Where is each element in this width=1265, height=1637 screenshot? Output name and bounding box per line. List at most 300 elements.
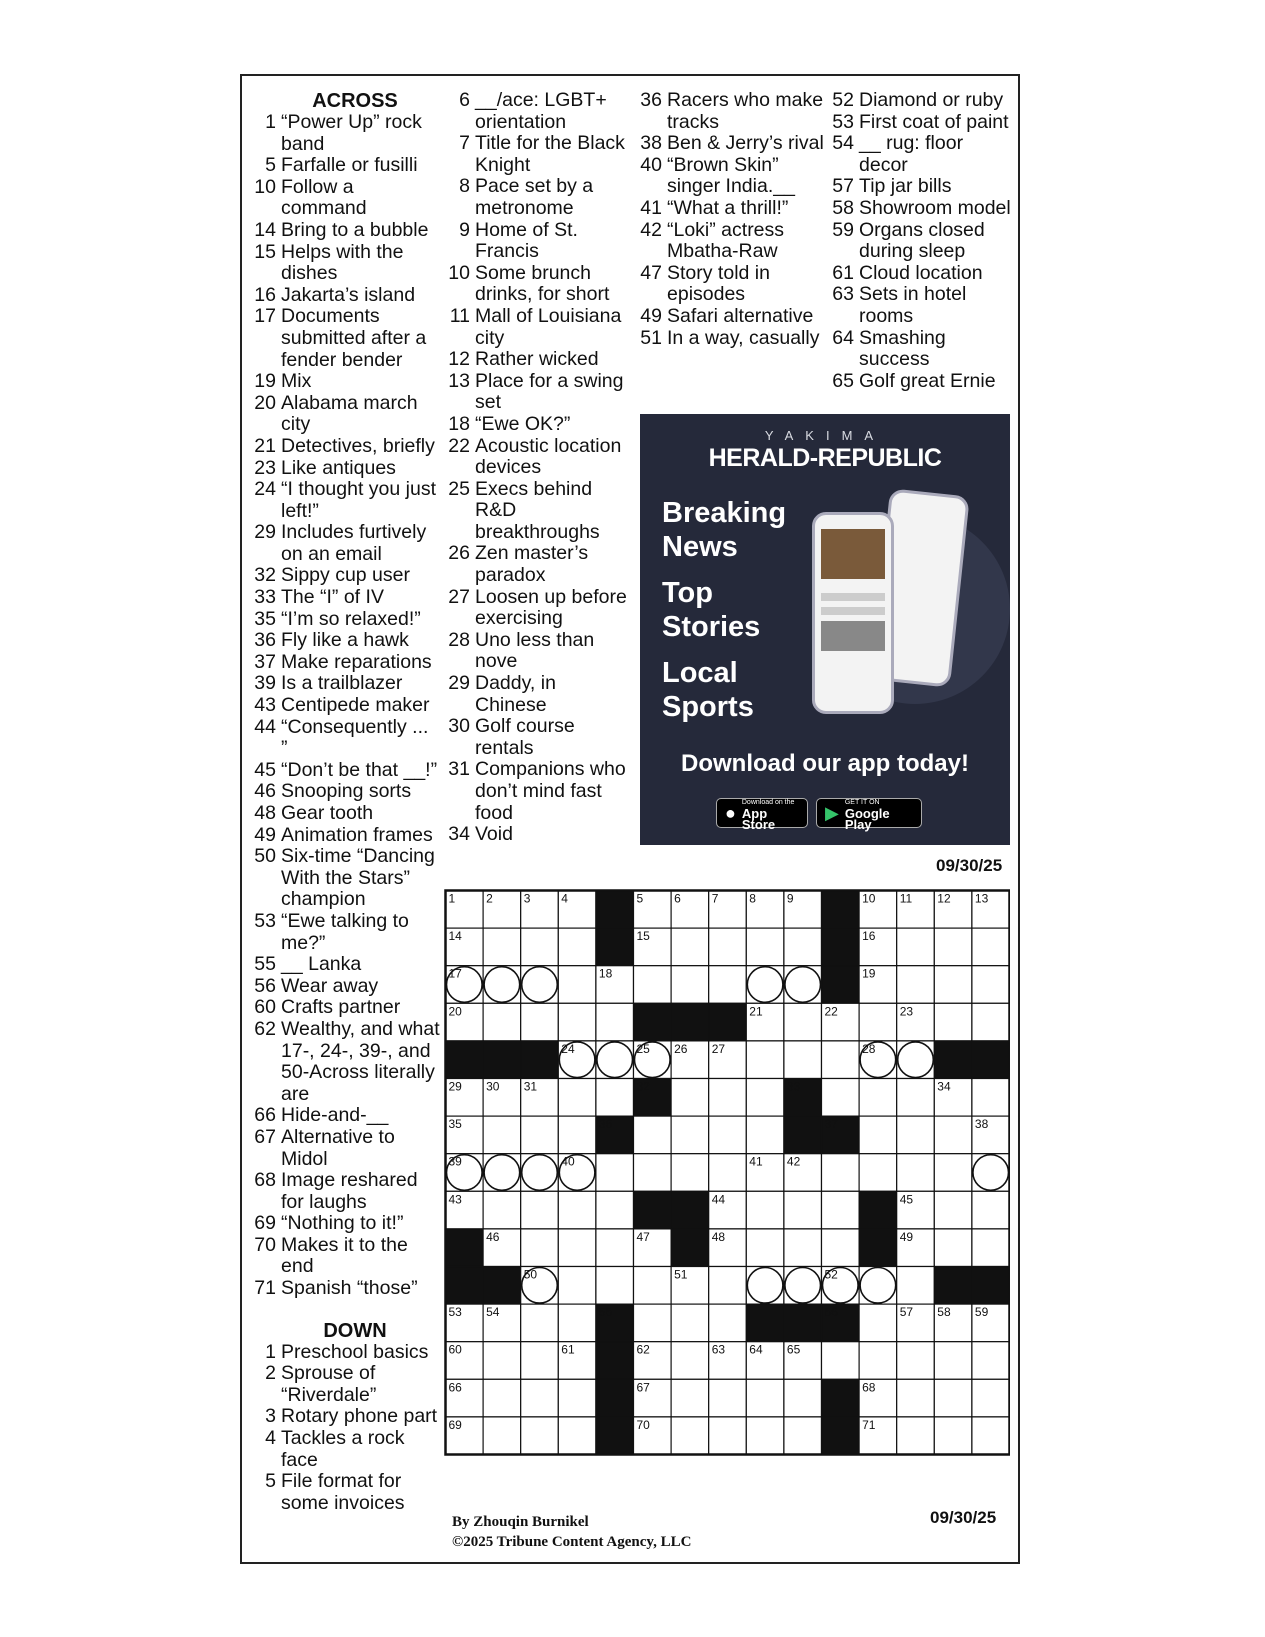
grid-cell[interactable] [859, 1267, 897, 1305]
grid-cell[interactable] [784, 966, 822, 1004]
grid-cell[interactable] [483, 928, 521, 966]
grid-cell[interactable] [521, 1417, 559, 1455]
clue-text: Racers who make tracks [667, 89, 824, 133]
app-advertisement[interactable] [640, 414, 1010, 845]
grid-cell[interactable] [934, 1003, 972, 1041]
grid-cell[interactable] [822, 1154, 860, 1192]
clue-number: 13 [448, 369, 470, 392]
clue-number: 59 [832, 218, 854, 241]
grid-cell[interactable] [671, 1417, 709, 1455]
apple-icon: ● [725, 802, 736, 823]
clue-text: Animation frames [281, 823, 433, 846]
clue-number: 4 [265, 1427, 276, 1450]
grid-cell[interactable] [634, 1116, 672, 1154]
grid-cell-number: 11 [899, 891, 913, 906]
across-clue [250, 285, 440, 307]
grid-cell-number: 1 [448, 891, 456, 906]
clue-number: 55 [254, 953, 276, 976]
grid-cell[interactable] [596, 1154, 634, 1192]
grid-cell[interactable] [934, 1379, 972, 1417]
down-clue [444, 479, 630, 544]
ad-line-local: Local [662, 657, 738, 689]
clue-number: 18 [448, 412, 470, 435]
clue-text: Preschool basics [281, 1340, 429, 1363]
across-clue [250, 393, 440, 436]
grid-cell[interactable] [934, 1116, 972, 1154]
clue-text: Wear away [281, 974, 379, 997]
down-clue [636, 220, 826, 263]
clue-number: 11 [449, 304, 470, 327]
clue-text: Companions who don’t mind fast food [475, 758, 626, 824]
clue-number: 67 [254, 1125, 276, 1148]
grid-cell[interactable] [596, 1229, 634, 1267]
clue-number: 46 [254, 780, 276, 803]
grid-cell[interactable] [709, 1154, 747, 1192]
grid-cell-number: 57 [899, 1305, 914, 1320]
clue-text: __/ace: LGBT+ orientation [475, 89, 607, 133]
grid-cell[interactable] [634, 1154, 672, 1192]
grid-cell[interactable] [897, 1417, 935, 1455]
grid-cell[interactable] [972, 1229, 1010, 1267]
grid-block [671, 1191, 709, 1229]
grid-cell-number: 4 [561, 891, 568, 906]
grid-cell[interactable] [822, 1229, 860, 1267]
grid-cell-number: 64 [749, 1342, 763, 1357]
grid-cell[interactable] [972, 1003, 1010, 1041]
across-clue [250, 954, 440, 976]
grid-cell[interactable] [822, 1041, 860, 1079]
clue-text: Jakarta’s island [281, 283, 416, 306]
grid-cell[interactable] [934, 1191, 972, 1229]
grid-cell[interactable] [521, 1379, 559, 1417]
across-clue [250, 458, 440, 480]
grid-cell[interactable] [784, 928, 822, 966]
down-clue [444, 414, 630, 436]
grid-cell[interactable] [746, 966, 784, 1004]
ad-line-breaking: Breaking [662, 497, 787, 529]
grid-cell[interactable] [521, 1342, 559, 1380]
across-clue [250, 781, 440, 803]
grid-cell[interactable] [558, 1267, 596, 1305]
grid-cell-number: 29 [448, 1079, 462, 1094]
grid-cell[interactable] [521, 1003, 559, 1041]
clue-text: “Power Up” rock band [281, 111, 422, 155]
grid-cell[interactable] [671, 1342, 709, 1380]
grid-block [972, 1041, 1010, 1079]
grid-cell[interactable] [822, 1079, 860, 1117]
grid-cell[interactable] [596, 1079, 634, 1117]
grid-cell-number: 36 [598, 1117, 613, 1132]
grid-cell[interactable] [972, 1154, 1010, 1192]
grid-cell[interactable] [934, 1229, 972, 1267]
grid-cell-number: 66 [448, 1380, 462, 1395]
grid-cell[interactable] [897, 1379, 935, 1417]
clue-text: “Nothing to it!” [281, 1212, 404, 1235]
down-clue [636, 328, 826, 350]
clue-text: Alternative to Midol [281, 1125, 395, 1170]
grid-cell[interactable] [558, 1003, 596, 1041]
grid-cell[interactable] [634, 966, 672, 1004]
grid-cell-number: 60 [448, 1342, 462, 1357]
crossword-grid[interactable] [444, 889, 1010, 1495]
grid-cell-number: 62 [636, 1342, 650, 1357]
across-clue [250, 1213, 440, 1235]
grid-cell[interactable] [972, 928, 1010, 966]
grid-cell[interactable] [746, 1417, 784, 1455]
grid-cell[interactable] [634, 1304, 672, 1342]
grid-cell-number: 39 [448, 1154, 462, 1169]
clue-number: 63 [832, 283, 854, 306]
grid-cell[interactable] [558, 1229, 596, 1267]
clue-text: Six-time “Dancing With the Stars” champion [281, 845, 435, 911]
clue-text: Golf course rentals [475, 715, 575, 759]
grid-cell[interactable] [558, 928, 596, 966]
clue-number: 43 [254, 694, 276, 717]
clue-text: Follow a command [281, 175, 367, 220]
grid-cell-number: 53 [448, 1305, 462, 1320]
grid-cell[interactable] [784, 1417, 822, 1455]
grid-cell[interactable] [671, 1116, 709, 1154]
clue-number: 68 [254, 1169, 276, 1192]
grid-cell[interactable] [746, 1379, 784, 1417]
grid-cell[interactable] [859, 1003, 897, 1041]
clue-text: First coat of paint [859, 110, 1009, 133]
clue-number: 47 [640, 261, 662, 284]
clue-text: Safari alternative [667, 304, 814, 327]
grid-cell[interactable] [859, 1342, 897, 1380]
clue-number: 35 [254, 607, 276, 630]
clue-column-2 [444, 90, 630, 846]
grid-block [596, 1379, 634, 1417]
grid-cell[interactable] [558, 1116, 596, 1154]
grid-cell[interactable] [709, 966, 747, 1004]
clue-text: Centipede maker [281, 694, 430, 717]
grid-cell[interactable] [859, 1304, 897, 1342]
grid-block [446, 1041, 484, 1079]
grid-cell-number: 41 [749, 1154, 763, 1169]
grid-cell[interactable] [784, 1191, 822, 1229]
grid-cell[interactable] [521, 1191, 559, 1229]
clue-number: 36 [254, 629, 276, 652]
clue-text: “Ewe talking to me?” [281, 909, 409, 954]
grid-cell-number: 5 [636, 891, 644, 906]
grid-cell[interactable] [972, 1417, 1010, 1455]
clue-text: Sets in hotel rooms [859, 283, 967, 327]
clue-text: Gear tooth [281, 802, 374, 824]
down-clue [250, 1428, 440, 1471]
across-clue [250, 587, 440, 609]
grid-cell-number: 13 [974, 891, 989, 906]
grid-cell-number: 2 [486, 891, 493, 906]
clue-number: 22 [448, 434, 470, 457]
grid-cell[interactable] [822, 1342, 860, 1380]
clue-number: 52 [832, 89, 854, 111]
clue-number: 64 [832, 326, 854, 349]
grid-cell[interactable] [897, 1041, 935, 1079]
grid-cell[interactable] [709, 1079, 747, 1117]
down-clue [636, 306, 826, 328]
across-clue [250, 846, 440, 911]
grid-cell-number: 37 [824, 1117, 838, 1132]
grid-cell-number: 51 [674, 1267, 688, 1282]
grid-cell-number: 44 [711, 1192, 726, 1207]
byline: By Zhouqin Burnikel [452, 1514, 589, 1530]
grid-cell-number: 61 [561, 1342, 575, 1357]
grid-block [972, 1267, 1010, 1305]
grid-cell[interactable] [483, 1003, 521, 1041]
grid-block [784, 1304, 822, 1342]
clue-text: Spanish “those” [281, 1277, 418, 1300]
across-clue [250, 479, 440, 522]
clue-number: 58 [832, 196, 854, 219]
grid-cell[interactable] [784, 1041, 822, 1079]
across-clue [250, 1235, 440, 1278]
grid-cell-number: 35 [448, 1117, 462, 1132]
grid-cell-number: 47 [636, 1229, 650, 1244]
down-clue [636, 133, 826, 155]
grid-block [934, 1267, 972, 1305]
grid-cell[interactable] [972, 1191, 1010, 1229]
grid-cell[interactable] [558, 1379, 596, 1417]
phone-front-image [812, 512, 894, 714]
clue-text: Story told in episodes [667, 261, 770, 306]
grid-cell[interactable] [897, 1079, 935, 1117]
clue-number: 41 [640, 196, 662, 219]
grid-block [822, 891, 860, 929]
grid-cell[interactable] [784, 1229, 822, 1267]
grid-cell[interactable] [634, 1267, 672, 1305]
across-clue [250, 1170, 440, 1213]
grid-cell-number: 58 [937, 1305, 951, 1320]
grid-cell-number: 27 [711, 1041, 726, 1056]
clue-number: 17 [254, 305, 276, 328]
clue-number: 29 [254, 521, 276, 544]
grid-cell[interactable] [709, 1379, 747, 1417]
ad-line-news: News [662, 531, 738, 563]
grid-cell[interactable] [972, 1379, 1010, 1417]
clue-number: 24 [254, 478, 276, 501]
clue-number: 26 [448, 542, 470, 565]
grid-block [521, 1041, 559, 1079]
grid-cell[interactable] [934, 928, 972, 966]
clue-text: Crafts partner [281, 996, 401, 1019]
grid-cell-number: 10 [862, 891, 876, 906]
grid-cell[interactable] [596, 1267, 634, 1305]
clue-number: 31 [448, 758, 470, 781]
grid-cell[interactable] [709, 1116, 747, 1154]
clue-number: 7 [459, 132, 470, 155]
grid-cell[interactable] [558, 1304, 596, 1342]
grid-cell[interactable] [521, 966, 559, 1004]
down-clue [636, 263, 826, 306]
grid-cell[interactable] [897, 1116, 935, 1154]
grid-cell[interactable] [934, 1342, 972, 1380]
clue-text: Cloud location [859, 261, 983, 284]
grid-cell[interactable] [483, 1191, 521, 1229]
grid-block [746, 1304, 784, 1342]
grid-cell[interactable] [934, 1417, 972, 1455]
grid-cell-number: 38 [974, 1117, 989, 1132]
down-clue [636, 90, 826, 133]
ad-line-stories: Stories [662, 611, 761, 643]
grid-cell[interactable] [671, 1379, 709, 1417]
grid-cell[interactable] [483, 1116, 521, 1154]
across-clue [250, 630, 440, 652]
grid-cell[interactable] [859, 1079, 897, 1117]
grid-cell[interactable] [558, 1079, 596, 1117]
grid-cell[interactable] [897, 1342, 935, 1380]
across-clue [250, 717, 440, 760]
grid-cell[interactable] [784, 1003, 822, 1041]
clue-number: 25 [448, 477, 470, 500]
grid-cell[interactable] [521, 1304, 559, 1342]
grid-cell[interactable] [558, 1417, 596, 1455]
down-clue [250, 1342, 440, 1364]
clue-text: Fly like a hawk [281, 629, 409, 652]
grid-cell[interactable] [483, 1154, 521, 1192]
clue-text: Loosen up before exercising [475, 585, 627, 630]
grid-cell[interactable] [483, 966, 521, 1004]
grid-cell-number: 33 [786, 1079, 801, 1094]
grid-cell[interactable] [822, 1191, 860, 1229]
grid-block [822, 966, 860, 1004]
grid-cell[interactable] [483, 1342, 521, 1380]
grid-cell-number: 50 [523, 1267, 538, 1282]
grid-cell-number: 14 [448, 929, 462, 944]
grid-block [634, 1191, 672, 1229]
grid-cell[interactable] [596, 1191, 634, 1229]
grid-cell[interactable] [671, 966, 709, 1004]
grid-cell-number: 25 [636, 1041, 650, 1056]
clue-text: Showroom model [859, 196, 1011, 219]
across-clue [250, 242, 440, 285]
clue-column-1 [250, 90, 440, 1514]
grid-cell[interactable] [521, 1116, 559, 1154]
grid-cell[interactable] [897, 1267, 935, 1305]
grid-cell-number: 55 [598, 1305, 613, 1320]
grid-cell[interactable] [784, 1379, 822, 1417]
across-clue [250, 609, 440, 631]
clue-number: 34 [448, 823, 470, 846]
clue-text: Home of St. Francis [475, 218, 578, 263]
grid-cell[interactable] [709, 928, 747, 966]
grid-cell-number: 26 [674, 1041, 688, 1056]
clue-text: “Ewe OK?” [475, 412, 571, 435]
clue-text: “Don’t be that __!” [281, 758, 438, 781]
grid-cell[interactable] [897, 1154, 935, 1192]
grid-cell[interactable] [972, 1079, 1010, 1117]
grid-cell[interactable] [934, 1154, 972, 1192]
grid-cell-number: 46 [486, 1229, 500, 1244]
down-clue [444, 263, 630, 306]
grid-cell-number: 30 [486, 1079, 500, 1094]
grid-cell-number: 23 [899, 1004, 914, 1019]
clue-text: Rotary phone part [281, 1405, 438, 1428]
grid-cell[interactable] [671, 928, 709, 966]
clue-text: Makes it to the end [281, 1233, 408, 1278]
down-clue [828, 284, 1016, 327]
clue-text: Alabama march city [281, 391, 418, 436]
grid-block [671, 1229, 709, 1267]
grid-cell-number: 42 [786, 1154, 801, 1169]
clue-text: “What a thrill!” [667, 196, 789, 219]
app-store-button[interactable]: ● Download on the App Store [716, 798, 808, 828]
grid-cell[interactable] [746, 1267, 784, 1305]
clue-text: Organs closed during sleep [859, 218, 985, 263]
clue-number: 57 [832, 175, 854, 198]
clue-text: Tip jar bills [859, 175, 952, 198]
grid-cell[interactable] [671, 1079, 709, 1117]
grid-cell[interactable] [972, 966, 1010, 1004]
grid-cell-number: 59 [974, 1305, 989, 1320]
grid-cell[interactable] [709, 1304, 747, 1342]
grid-cell-number: 22 [824, 1004, 838, 1019]
play-icon: ▶ [825, 802, 839, 823]
grid-block [934, 1041, 972, 1079]
across-clue [250, 803, 440, 825]
clue-text: Void [475, 823, 513, 846]
grid-block [859, 1191, 897, 1229]
grid-cell[interactable] [521, 1154, 559, 1192]
grid-cell[interactable] [558, 966, 596, 1004]
grid-cell[interactable] [521, 1229, 559, 1267]
grid-cell[interactable] [596, 1003, 634, 1041]
grid-block [671, 1003, 709, 1041]
clue-number: 62 [254, 1017, 276, 1040]
grid-cell[interactable] [746, 1079, 784, 1117]
grid-cell[interactable] [746, 1229, 784, 1267]
grid-cell[interactable] [746, 928, 784, 966]
grid-cell[interactable] [483, 1417, 521, 1455]
grid-cell[interactable] [934, 966, 972, 1004]
clue-text: Wealthy, and what 17-, 24-, 39-, and 50-Across literally are [281, 1017, 440, 1105]
across-clue [250, 436, 440, 458]
grid-cell[interactable] [671, 1304, 709, 1342]
across-clue [250, 565, 440, 587]
grid-cell[interactable] [897, 966, 935, 1004]
grid-cell[interactable] [596, 1041, 634, 1079]
grid-cell-number: 34 [937, 1079, 951, 1094]
ad-line-top: Top [662, 577, 713, 609]
clue-number: 20 [254, 391, 276, 414]
grid-cell[interactable] [897, 928, 935, 966]
grid-cell[interactable] [972, 1342, 1010, 1380]
grid-block [822, 1417, 860, 1455]
grid-cell[interactable] [859, 1116, 897, 1154]
down-clue [444, 824, 630, 846]
down-clue [828, 263, 1016, 285]
clue-text: Golf great Ernie [859, 369, 996, 392]
grid-cell[interactable] [709, 1417, 747, 1455]
grid-cell[interactable] [746, 1041, 784, 1079]
grid-cell[interactable] [709, 1267, 747, 1305]
grid-cell[interactable] [784, 1267, 822, 1305]
clue-number: 29 [448, 672, 470, 695]
grid-cell[interactable] [558, 1191, 596, 1229]
grid-cell[interactable] [521, 928, 559, 966]
grid-cell[interactable] [483, 1379, 521, 1417]
clue-text: Detectives, briefly [281, 434, 435, 457]
across-clue [250, 1278, 440, 1300]
clue-text: Sippy cup user [281, 564, 410, 587]
grid-cell[interactable] [746, 1191, 784, 1229]
grid-cell[interactable] [859, 1154, 897, 1192]
clue-number: 56 [254, 974, 276, 997]
grid-cell[interactable] [671, 1154, 709, 1192]
google-play-button[interactable]: ▶ GET IT ON Google Play [816, 798, 922, 828]
grid-cell[interactable] [746, 1116, 784, 1154]
clue-number: 9 [459, 218, 470, 241]
